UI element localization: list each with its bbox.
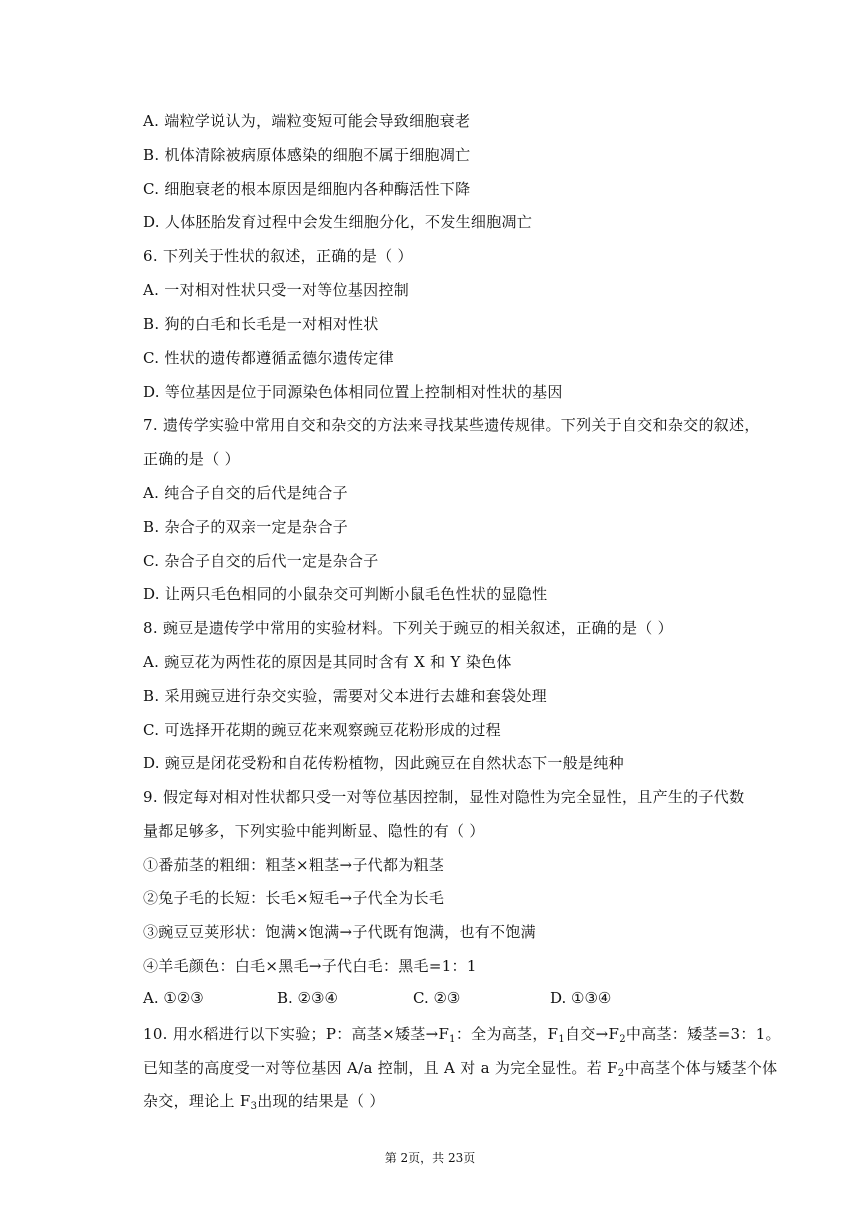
q9-item-1: ①番茄茎的粗细：粗茎×粗茎→子代都为粗茎: [143, 856, 445, 874]
q9-item-3: ③豌豆豆荚形状：饱满×饱满→子代既有饱满，也有不饱满: [143, 923, 536, 941]
q10-text: 已知茎的高度受一对等位基因 A/a 控制，且 A 对 a 为完全显性。若 F: [143, 1059, 618, 1077]
q6-option-b: B. 狗的白毛和长毛是一对相对性状: [143, 315, 379, 333]
q7-option-d: D. 让两只毛色相同的小鼠杂交可判断小鼠毛色性状的显隐性: [143, 585, 548, 603]
q8-option-a: A. 豌豆花为两性花的原因是其同时含有 X 和 Y 染色体: [143, 653, 512, 671]
q10-text: ：全为高茎，F: [455, 1025, 559, 1043]
q9-option-c: C. ②③: [413, 989, 461, 1007]
q10-text: 中高茎个体与矮茎个体: [624, 1059, 778, 1077]
q8-option-d: D. 豌豆是闭花受粉和自花传粉植物，因此豌豆在自然状态下一般是纯种: [143, 754, 624, 772]
q8-stem: 8. 豌豆是遗传学中常用的实验材料。下列关于豌豆的相关叙述，正确的是（ ）: [143, 619, 673, 637]
q9-item-2: ②兔子毛的长短：长毛×短毛→子代全为长毛: [143, 889, 445, 907]
q9-option-a: A. ①②③: [143, 989, 204, 1007]
q6-option-a: A. 一对相对性状只受一对等位基因控制: [143, 281, 410, 299]
q8-option-c: C. 可选择开花期的豌豆花来观察豌豆花粉形成的过程: [143, 721, 501, 739]
q6-option-c: C. 性状的遗传都遵循孟德尔遗传定律: [143, 349, 394, 367]
subscript: 2: [619, 1034, 626, 1045]
q10-text: 杂交，理论上 F: [143, 1092, 251, 1110]
q10-text: 自交→F: [565, 1025, 620, 1043]
q10-text: 10. 用水稻进行以下实验；P：高茎×矮茎→F: [143, 1025, 450, 1043]
q5-option-a: A. 端粒学说认为，端粒变短可能会导致细胞衰老: [143, 112, 471, 130]
q9-item-4: ④羊毛颜色：白毛×黑毛→子代白毛：黑毛=1：1: [143, 957, 477, 975]
q10-stem-line3: [143, 1091, 385, 1117]
q5-option-c: C. 细胞衰老的根本原因是细胞内各种酶活性下降: [143, 180, 471, 198]
q8-option-b: B. 采用豌豆进行杂交实验，需要对父本进行去雄和套袋处理: [143, 687, 547, 705]
q10-text: 出现的结果是（ ）: [257, 1092, 385, 1110]
q7-option-a: A. 纯合子自交的后代是纯合子: [143, 484, 348, 502]
q7-option-b: B. 杂合子的双亲一定是杂合子: [143, 518, 349, 536]
q5-option-b: B. 机体清除被病原体感染的细胞不属于细胞凋亡: [143, 146, 471, 164]
q9-option-d: D. ①③④: [550, 989, 612, 1007]
subscript: 2: [617, 1068, 625, 1079]
subscript: 1: [558, 1034, 566, 1045]
q9-option-b: B. ②③④: [277, 989, 338, 1007]
q10-stem-line1: [143, 1024, 781, 1050]
q9-stem-line1: 9. 假定每对相对性状都只受一对等位基因控制，显性对隐性为完全显性，且产生的子代数: [143, 788, 745, 806]
q9-stem-line2: 量都足够多，下列实验中能判断显、隐性的有（ ）: [143, 822, 485, 840]
q7-option-c: C. 杂合子自交的后代一定是杂合子: [143, 552, 379, 570]
q7-stem-line1: 7. 遗传学实验中常用自交和杂交的方法来寻找某些遗传规律。下列关于自交和杂交的叙述，: [143, 416, 760, 434]
q7-stem-line2: 正确的是（ ）: [143, 450, 240, 468]
q6-option-d: D. 等位基因是位于同源染色体相同位置上控制相对性状的基因: [143, 383, 563, 401]
q10-text: 中高茎：矮茎=3：1。: [625, 1025, 781, 1043]
subscript: 3: [250, 1101, 258, 1112]
page-footer: 第 2页，共 23页: [384, 1151, 476, 1165]
q6-stem: 6. 下列关于性状的叙述，正确的是（ ）: [143, 247, 413, 265]
subscript: 1: [449, 1034, 456, 1045]
q5-option-d: D. 人体胚胎发育过程中会发生细胞分化，不发生细胞凋亡: [143, 213, 533, 231]
q10-stem-line2: [143, 1058, 777, 1084]
